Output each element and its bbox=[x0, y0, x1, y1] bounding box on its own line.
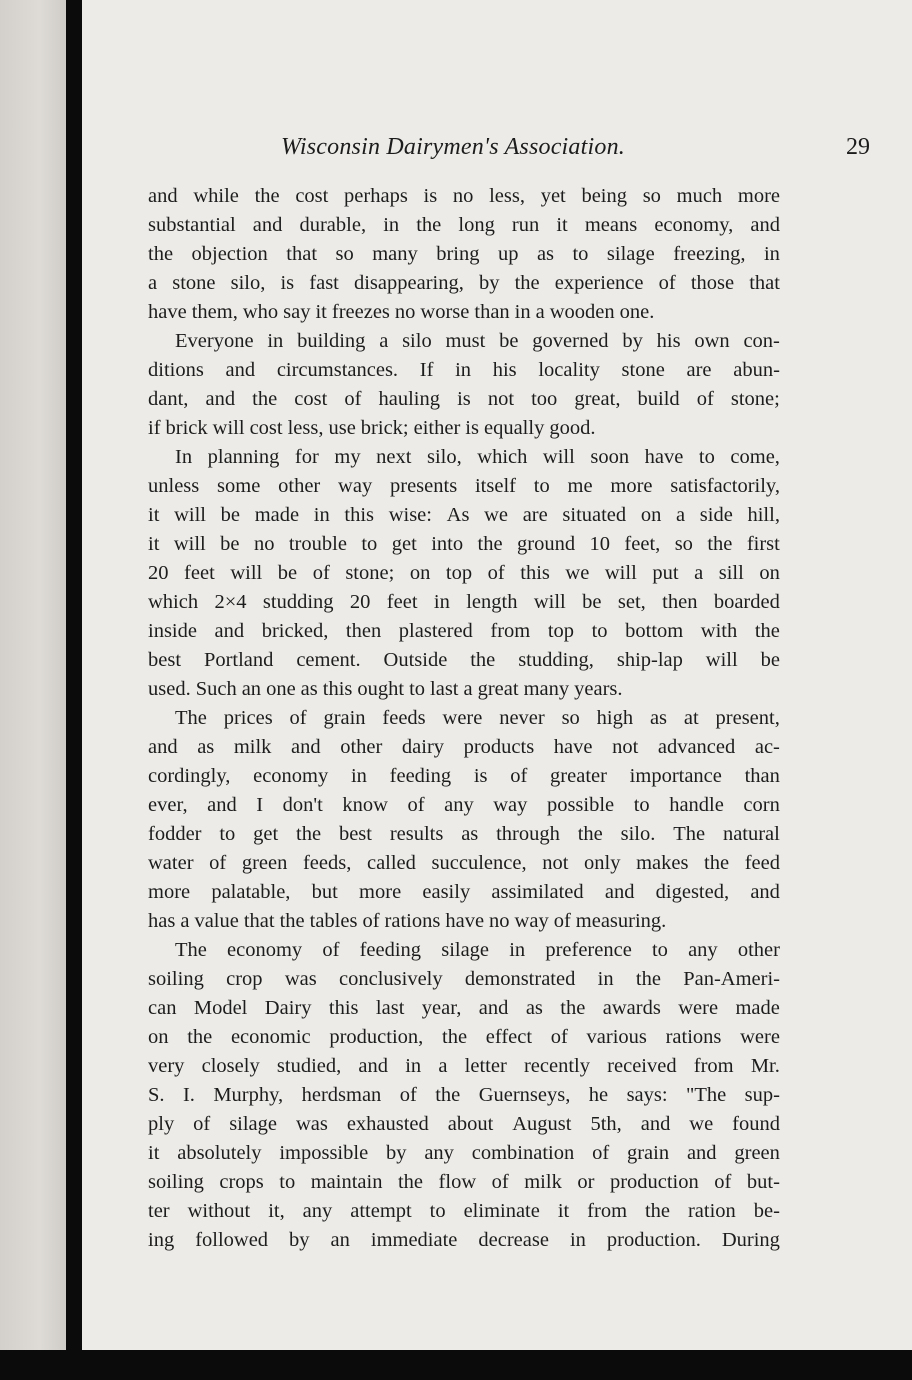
text-line: ply of silage was exhausted about August 5th, and we found bbox=[148, 1113, 780, 1135]
text-line: S. I. Murphy, herdsman of the Guernseys, he says: "The sup- bbox=[148, 1084, 780, 1106]
text-line: the objection that so many bring up as to silage freezing, in bbox=[148, 243, 780, 265]
text-line: very closely studied, and in a letter recently received from Mr. bbox=[148, 1055, 780, 1077]
text-line: unless some other way presents itself to me more satisfactorily, bbox=[148, 475, 780, 497]
text-line: substantial and durable, in the long run it means economy, and bbox=[148, 214, 780, 236]
text-line: fodder to get the best results as through the silo. The natural bbox=[148, 823, 780, 845]
running-head bbox=[144, 134, 870, 164]
text-line: soiling crops to maintain the flow of milk or production of but- bbox=[148, 1171, 780, 1193]
page-number: 29 bbox=[846, 134, 870, 160]
text-line: used. Such an one as this ought to last a great many years. bbox=[148, 678, 623, 700]
text-line: which 2×4 studding 20 feet in length will be set, then boarded bbox=[148, 591, 780, 613]
text-line: it will be made in this wise: As we are situated on a side hill, bbox=[148, 504, 780, 526]
text-line: The economy of feeding silage in preference to any other bbox=[175, 939, 780, 961]
text-line: cordingly, economy in feeding is of greater importance than bbox=[148, 765, 780, 787]
book-binding-edge bbox=[66, 0, 82, 1380]
book-page bbox=[82, 0, 912, 1350]
text-line: inside and bricked, then plastered from top to bottom with the bbox=[148, 620, 780, 642]
scan-left-margin bbox=[0, 0, 66, 1380]
body-text bbox=[148, 182, 780, 1255]
text-line: can Model Dairy this last year, and as the awards were made bbox=[148, 997, 780, 1019]
text-line: have them, who say it freezes no worse than in a wooden one. bbox=[148, 301, 655, 323]
text-line: ditions and circumstances. If in his locality stone are abun- bbox=[148, 359, 780, 381]
text-line: ing followed by an immediate decrease in production. During bbox=[148, 1229, 780, 1251]
text-line: and as milk and other dairy products have not advanced ac- bbox=[148, 736, 780, 758]
text-line: and while the cost perhaps is no less, yet being so much more bbox=[148, 185, 780, 207]
scan-bottom-edge bbox=[0, 1350, 912, 1380]
text-line: water of green feeds, called succulence, not only makes the feed bbox=[148, 852, 780, 874]
text-line: soiling crop was conclusively demonstrated in the Pan-Ameri- bbox=[148, 968, 780, 990]
text-line: ever, and I don't know of any way possible to handle corn bbox=[148, 794, 780, 816]
text-line: In planning for my next silo, which will soon have to come, bbox=[175, 446, 780, 468]
text-line: ter without it, any attempt to eliminate it from the ration be- bbox=[148, 1200, 780, 1222]
text-line: dant, and the cost of hauling is not too great, build of stone; bbox=[148, 388, 780, 410]
text-line: The prices of grain feeds were never so high as at present, bbox=[175, 707, 780, 729]
text-line: it absolutely impossible by any combination of grain and green bbox=[148, 1142, 780, 1164]
text-line: has a value that the tables of rations have no way of measuring. bbox=[148, 910, 667, 932]
text-line: more palatable, but more easily assimilated and digested, and bbox=[148, 881, 780, 903]
text-line: 20 feet will be of stone; on top of this we will put a sill on bbox=[148, 562, 780, 584]
text-line: on the economic production, the effect of various rations were bbox=[148, 1026, 780, 1048]
text-line: Everyone in building a silo must be governed by his own con- bbox=[175, 330, 780, 352]
text-line: if brick will cost less, use brick; either is equally good. bbox=[148, 417, 596, 439]
text-line: best Portland cement. Outside the studding, ship-lap will be bbox=[148, 649, 780, 671]
text-line: a stone silo, is fast disappearing, by the experience of those that bbox=[148, 272, 780, 294]
running-head-title: Wisconsin Dairymen's Association. bbox=[281, 134, 625, 160]
text-line: it will be no trouble to get into the ground 10 feet, so the first bbox=[148, 533, 780, 555]
